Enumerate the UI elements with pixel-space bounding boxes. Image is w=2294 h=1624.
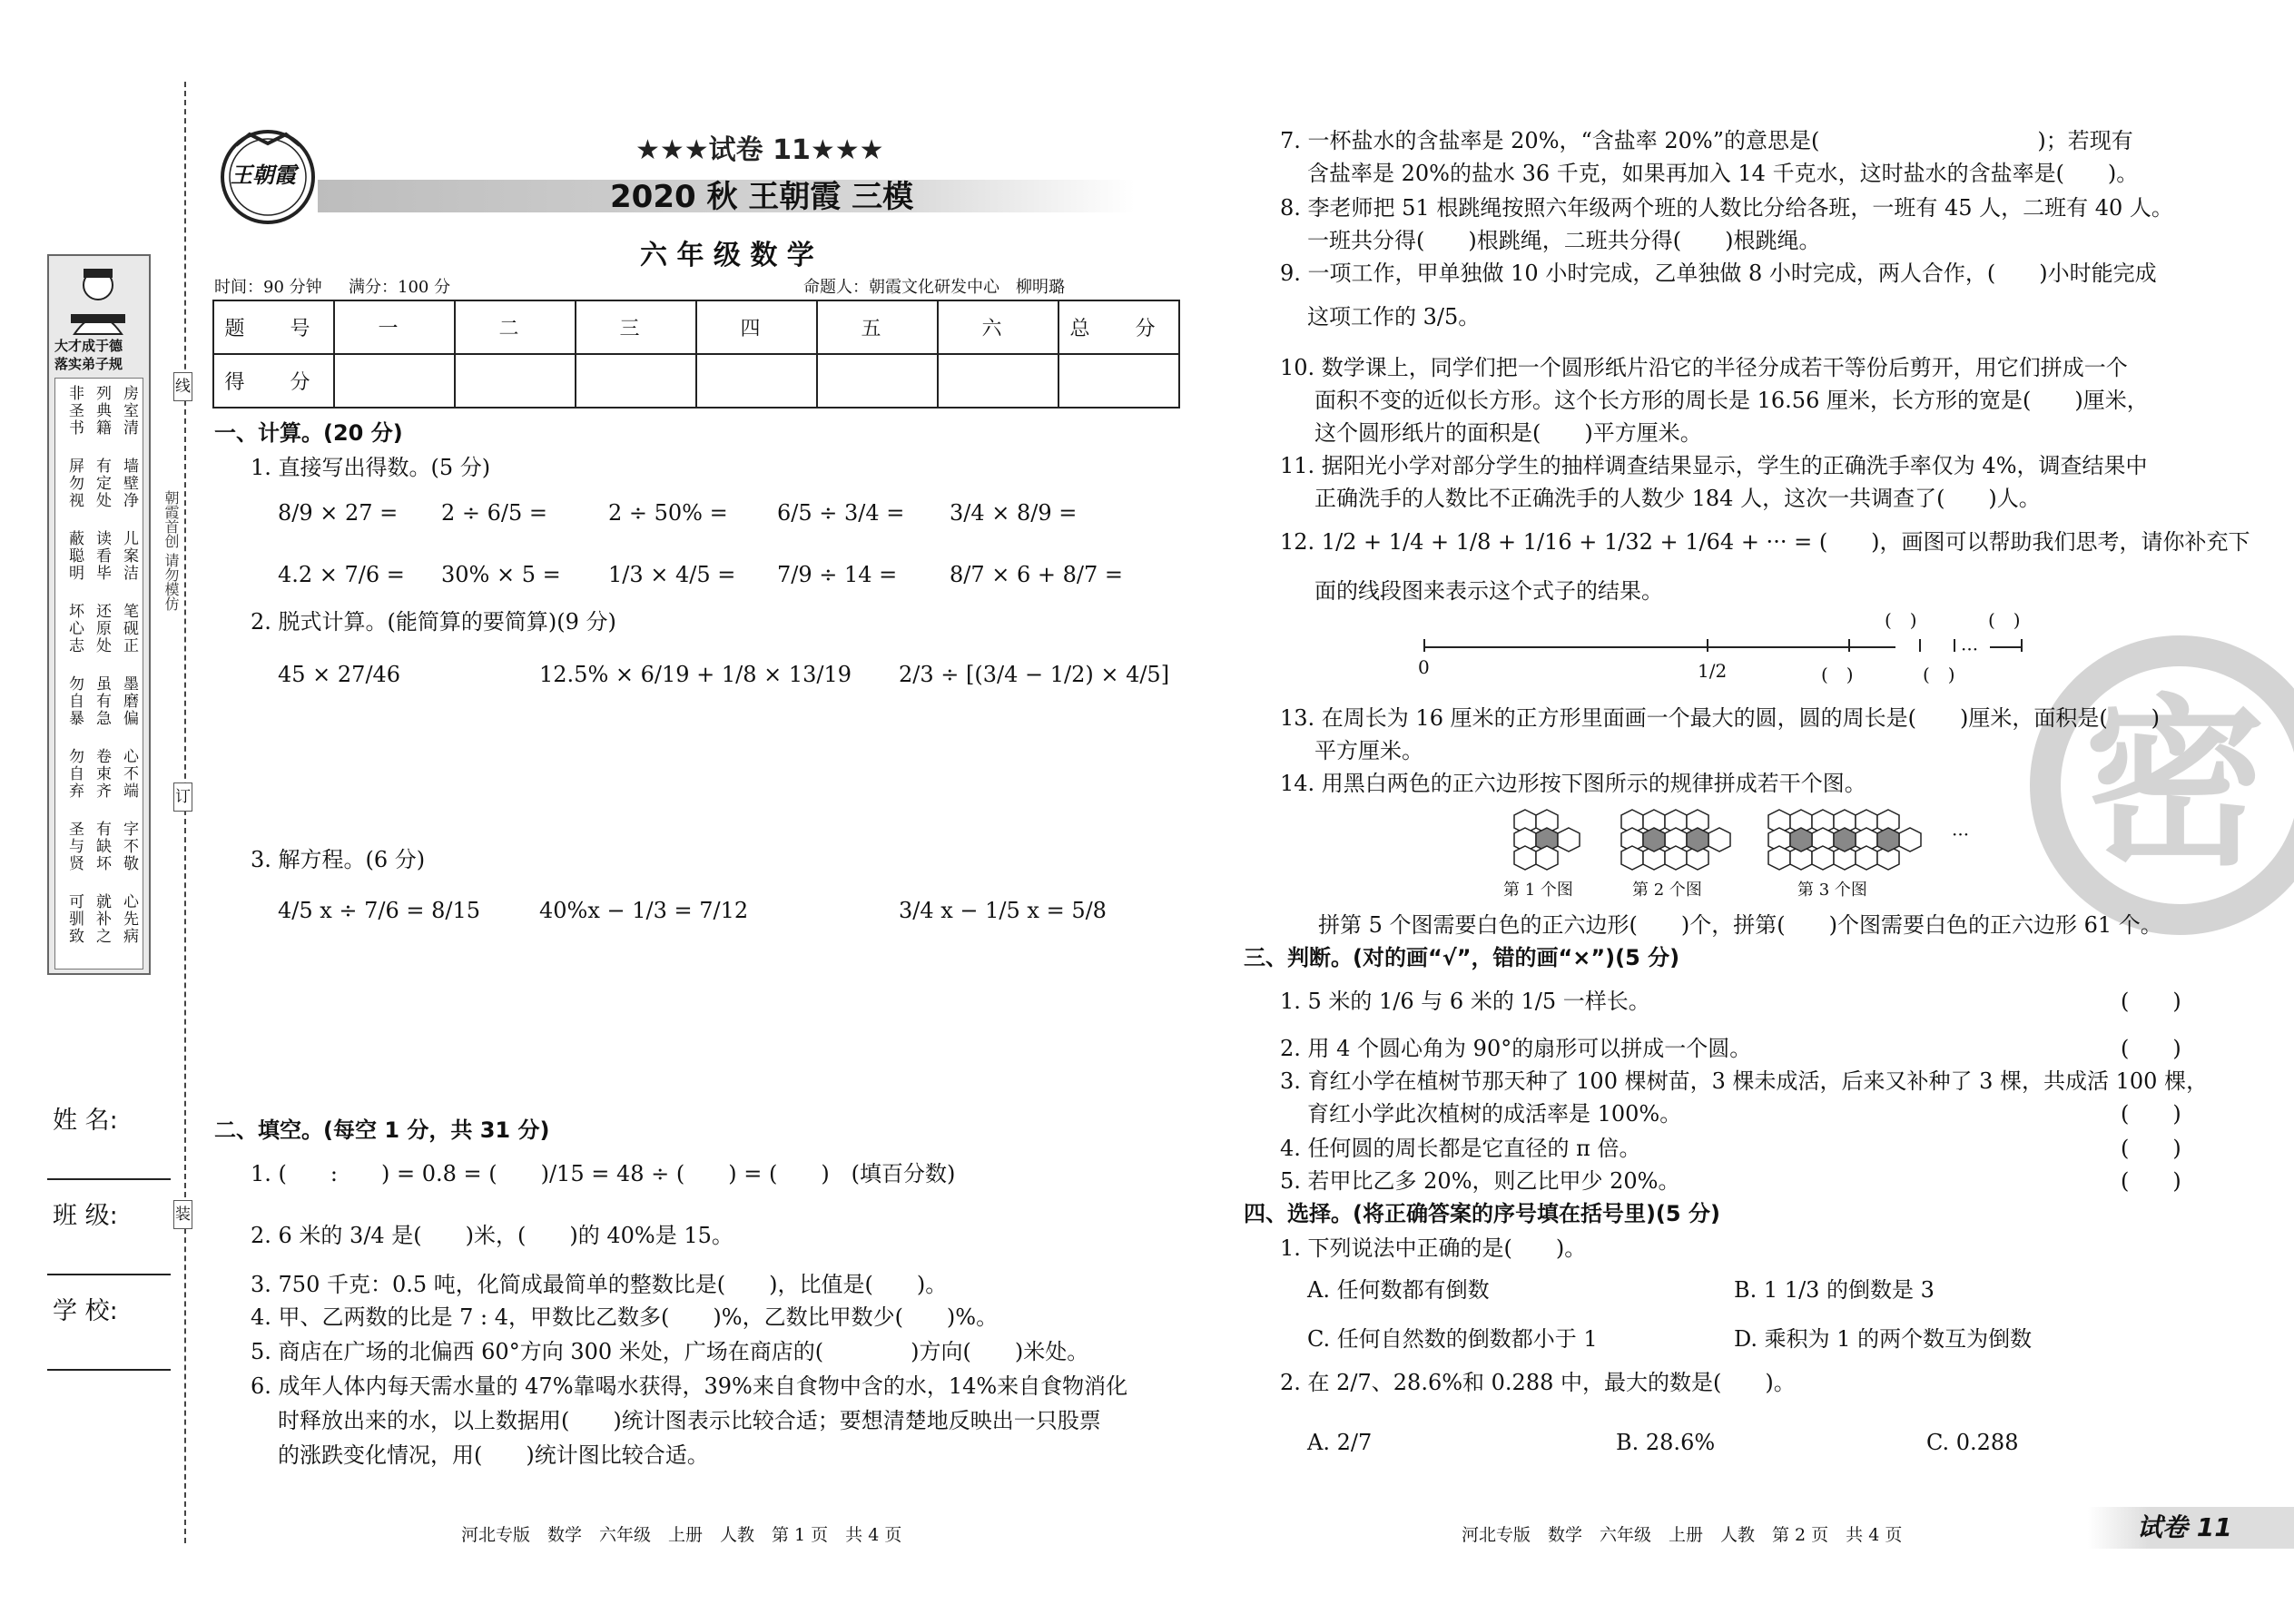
choice-q1: 1. 下列说法中正确的是( )。: [1280, 1235, 1587, 1261]
hexagon-pattern-2: [1614, 806, 1736, 882]
score-header: 总 分: [1058, 300, 1179, 354]
number-line: [1423, 646, 1895, 648]
vertical-note: 朝霞首创 请勿模仿: [162, 490, 180, 612]
school-field[interactable]: [47, 1369, 171, 1371]
score-cell[interactable]: [696, 354, 817, 408]
score-header: 一: [334, 300, 455, 354]
line-blank[interactable]: ( ): [1821, 664, 1854, 685]
calc-item: 8/7 × 6 + 8/7 =: [950, 562, 1123, 587]
stepwise-item: 45 × 27/46: [278, 662, 401, 687]
score-cell[interactable]: [1058, 354, 1179, 408]
fill-q13b: 平方厘米。: [1314, 738, 1423, 763]
motto-col: 有缺坏: [93, 821, 111, 872]
score-cell[interactable]: [455, 354, 576, 408]
class-field[interactable]: [47, 1274, 171, 1275]
motto-col: 虽有急: [93, 675, 111, 727]
motto-col: 就补之: [93, 893, 111, 945]
label-half: 1/2: [1698, 660, 1728, 682]
score-header: 二: [455, 300, 576, 354]
equation-item: 4/5 x ÷ 7/6 = 8/15: [278, 898, 481, 923]
judge-blank[interactable]: ( ): [2121, 1168, 2181, 1194]
judge-blank[interactable]: ( ): [2121, 989, 2181, 1014]
series-title: 2020 秋 王朝霞 三模: [610, 179, 914, 215]
footer-right: 河北专版 数学 六年级 上册 人教 第 2 页 共 4 页: [1462, 1525, 1903, 1545]
calc-item: 6/5 ÷ 3/4 =: [777, 500, 905, 526]
fill-q9a: 9. 一项工作，甲单独做 10 小时完成，乙单独做 8 小时完成，两人合作，( )小时能完成: [1280, 261, 2157, 286]
judge-item: 5. 若甲比乙多 20%，则乙比甲少 20%。: [1280, 1168, 1680, 1194]
paper-number: ★★★试卷 11★★★: [635, 134, 884, 166]
fill-q10c: 这个圆形纸片的面积是( )平方厘米。: [1314, 420, 1702, 446]
author: 命题人：朝霞文化研发中心 柳明璐: [803, 278, 1065, 297]
score-header: 五: [817, 300, 938, 354]
fill-q14b: 拼第 5 个图需要白色的正六边形( )个，拼第( )个图需要白色的正六边形 61 个。: [1318, 912, 2162, 938]
motto-col: 笔砚正: [120, 603, 138, 655]
fill-q6c: 的涨跌变化情况，用( )统计图比较合适。: [278, 1442, 709, 1468]
judge-item: 1. 5 米的 1/6 与 6 米的 1/5 一样长。: [1280, 989, 1650, 1014]
fill-q9b: 这项工作的 3/5。: [1307, 304, 1481, 330]
calc-item: 30% × 5 =: [441, 562, 561, 587]
choice-option[interactable]: C. 任何自然数的倒数都小于 1: [1307, 1326, 1598, 1352]
score-header: 三: [576, 300, 696, 354]
motto-panel: [47, 254, 151, 975]
fill-q1: 1. ( : ) = 0.8 = ( )/15 = 48 ÷ ( ) = ( ) (填百分数): [251, 1161, 956, 1186]
tick: [1423, 639, 1425, 652]
calc-item: 4.2 × 7/6 =: [278, 562, 405, 587]
motto-col: 有定处: [93, 458, 111, 509]
pattern-label: 第 1 个图: [1503, 881, 1573, 900]
score-cell[interactable]: [938, 354, 1058, 408]
motto-col: 屏勿视: [65, 458, 84, 509]
score-cell[interactable]: [817, 354, 938, 408]
fill-q11a: 11. 据阳光小学对部分学生的抽样调查结果显示，学生的正确洗手率仅为 4%，调查结果中: [1280, 453, 2148, 478]
judge-item: 2. 用 4 个圆心角为 90°的扇形可以拼成一个圆。: [1280, 1036, 1752, 1061]
fill-q6b: 时释放出来的水，以上数据用( )统计图表示比较合适；要想清楚地反映出一只股票: [278, 1408, 1101, 1433]
motto-col: 还原处: [93, 603, 111, 655]
line-blank[interactable]: ( ): [1923, 664, 1955, 685]
score-header: 四: [696, 300, 817, 354]
fill-q13a: 13. 在周长为 16 厘米的正方形里面画一个最大的圆，圆的周长是( )厘米，面积是( ): [1280, 705, 2161, 731]
part1-q2-title: 2. 脱式计算。(能简算的要简算)(9 分): [251, 609, 616, 635]
fill-q10b: 面积不变的近似长方形。这个长方形的周长是 16.56 厘米，长方形的宽是( )厘米，: [1314, 388, 2149, 413]
pattern-label: 第 3 个图: [1797, 881, 1867, 900]
school-label: 学 校:: [53, 1297, 118, 1325]
judge-item: 4. 任何圆的周长都是它直径的 π 倍。: [1280, 1136, 1641, 1161]
line-blank[interactable]: ( ): [1885, 609, 1917, 631]
part2-title: 二、填空。(每空 1 分，共 31 分): [214, 1117, 550, 1143]
judge-blank[interactable]: ( ): [2121, 1036, 2181, 1061]
score-cell[interactable]: [334, 354, 455, 408]
fill-q2: 2. 6 米的 3/4 是( )米，( )的 40%是 15。: [251, 1223, 733, 1248]
calc-item: 2 ÷ 6/5 =: [441, 500, 547, 526]
hexagon-pattern-1: [1507, 806, 1581, 882]
judge-item: 育红小学此次植树的成活率是 100%。: [1307, 1101, 1682, 1127]
score-header: 题 号: [213, 300, 334, 354]
footer-tag: 试卷 11: [2137, 1512, 2232, 1542]
score-header: 六: [938, 300, 1058, 354]
scholar-icon: [65, 263, 131, 336]
full-score: 满分：100 分: [349, 278, 451, 297]
judge-blank[interactable]: ( ): [2121, 1136, 2181, 1161]
part1-q3-title: 3. 解方程。(6 分): [251, 847, 426, 872]
calc-item: 1/3 × 4/5 =: [608, 562, 736, 587]
motto-col: 心先病: [120, 893, 138, 945]
tick: [1848, 639, 1850, 652]
score-table: [212, 300, 1180, 408]
tick: [1919, 639, 1921, 652]
part4-title: 四、选择。(将正确答案的序号填在括号里)(5 分): [1244, 1201, 1720, 1226]
fill-q14: 14. 用黑白两色的正六边形按下图所示的规律拼成若干个图。: [1280, 771, 1866, 796]
score-cell[interactable]: [576, 354, 696, 408]
logo-text: 王朝霞: [231, 162, 296, 188]
calc-item: 3/4 × 8/9 =: [950, 500, 1078, 526]
name-label: 姓 名:: [53, 1107, 118, 1135]
part1-title: 一、计算。(20 分): [214, 420, 403, 446]
fill-q4: 4. 甲、乙两数的比是 7 : 4，甲数比乙数多( )%，乙数比甲数少( )%。: [251, 1304, 999, 1330]
line-blank[interactable]: ( ): [1988, 609, 2021, 631]
cut-mark-mid: 订: [173, 782, 192, 812]
choice-option[interactable]: A. 任何数都有倒数: [1307, 1277, 1490, 1303]
tick: [2021, 639, 2023, 652]
motto-col: 可驯致: [65, 893, 84, 945]
cut-mark-bottom: 装: [173, 1200, 192, 1229]
logo: [218, 127, 318, 227]
fill-q11b: 正确洗手的人数比不正确洗手的人数少 184 人，这次一共调查了( )人。: [1314, 486, 2041, 511]
line-dots: ···: [1961, 638, 1979, 660]
judge-blank[interactable]: ( ): [2121, 1101, 2181, 1127]
judge-item: 3. 育红小学在植树节那天种了 100 棵树苗，3 棵未成活，后来又补种了 3 棵，共成活 100 棵，: [1280, 1068, 2209, 1094]
cut-line: [184, 82, 186, 1543]
calc-item: 7/9 ÷ 14 =: [777, 562, 898, 587]
calc-item: 8/9 × 27 =: [278, 500, 399, 526]
choice-option[interactable]: A. 2/7: [1307, 1430, 1373, 1455]
choice-option[interactable]: B. 28.6%: [1616, 1430, 1716, 1455]
stepwise-item: 2/3 ÷ [(3/4 − 1/2) × 4/5]: [899, 662, 1170, 687]
fill-q8a: 8. 李老师把 51 根跳绳按照六年级两个班的人数比分给各班，一班有 45 人，二班有 40 人。: [1280, 195, 2173, 221]
motto-col: 坏心志: [65, 603, 84, 655]
tick: [1954, 639, 1955, 652]
equation-item: 40%x − 1/3 = 7/12: [539, 898, 749, 923]
number-line-tail: [1990, 646, 2021, 648]
banner-top: 大才成于德: [54, 338, 123, 354]
motto-col: 儿案洁: [120, 530, 138, 582]
seal-char: 密: [2084, 679, 2267, 891]
fill-q7b: 含盐率是 20%的盐水 36 千克，如果再加入 14 千克水，这时盐水的含盐率是( )。: [1307, 161, 2139, 186]
stepwise-item: 12.5% × 6/19 + 1/8 × 13/19: [539, 662, 852, 687]
motto-col: 非圣书: [65, 385, 84, 437]
motto-col: 蔽聪明: [65, 530, 84, 582]
exam-time: 时间：90 分钟: [214, 278, 322, 297]
cut-mark-top: 线: [173, 372, 192, 401]
choice-option[interactable]: B. 1 1/3 的倒数是 3: [1734, 1277, 1935, 1303]
motto-col: 勿自暴: [65, 675, 84, 727]
motto-col: 圣与贤: [65, 821, 84, 872]
motto-col: 字不敬: [120, 821, 138, 872]
subject-title: 六 年 级 数 学: [640, 240, 814, 271]
motto-col: 勿自弃: [65, 748, 84, 800]
equation-item: 3/4 x − 1/5 x = 5/8: [899, 898, 1107, 923]
motto-col: 列典籍: [93, 385, 111, 437]
motto-col: 卷束齐: [93, 748, 111, 800]
class-label: 班 级:: [53, 1202, 118, 1230]
fill-q12b: 面的线段图来表示这个式子的结果。: [1314, 578, 1663, 604]
fill-q7a: 7. 一杯盐水的含盐率是 20%，“含盐率 20%”的意思是( )；若现有: [1280, 128, 2133, 153]
choice-option[interactable]: C. 0.288: [1926, 1430, 2019, 1455]
motto-col: 读看毕: [93, 530, 111, 582]
tick: [1707, 639, 1708, 652]
pattern-dots: ···: [1952, 823, 1970, 845]
motto-col: 墙壁净: [120, 458, 138, 509]
calc-item: 2 ÷ 50% =: [608, 500, 728, 526]
fill-q12a: 12. 1/2 + 1/4 + 1/8 + 1/16 + 1/32 + 1/64 + ··· = ( )，画图可以帮助我们思考，请你补充下: [1280, 529, 2250, 555]
part3-title: 三、判断。(对的画“√”，错的画“×”)(5 分): [1244, 945, 1680, 970]
name-field[interactable]: [47, 1178, 171, 1180]
part1-q1-title: 1. 直接写出得数。(5 分): [251, 455, 491, 480]
motto-col: 心不端: [120, 748, 138, 800]
motto-col: 墨磨偏: [120, 675, 138, 727]
fill-q3: 3. 750 千克：0.5 吨，化简成最简单的整数比是( )，比值是( )。: [251, 1272, 948, 1297]
choice-option[interactable]: D. 乘积为 1 的两个数互为倒数: [1734, 1326, 2033, 1352]
hexagon-pattern-3: [1761, 806, 1925, 882]
score-row-label: 得 分: [213, 354, 334, 408]
fill-q5: 5. 商店在广场的北偏西 60°方向 300 米处，广场在商店的( )方向( )米处。: [251, 1339, 1089, 1364]
choice-q2: 2. 在 2/7、28.6%和 0.288 中，最大的数是( )。: [1280, 1370, 1796, 1395]
label-zero: 0: [1418, 656, 1430, 678]
motto-col: 房室清: [120, 385, 138, 437]
fill-q8b: 一班共分得( )根跳绳，二班共分得( )根跳绳。: [1307, 228, 1821, 253]
fill-q10a: 10. 数学课上，同学们把一个圆形纸片沿它的半径分成若干等份后剪开，用它们拼成一个: [1280, 355, 2128, 380]
banner-bottom: 落实弟子规: [54, 356, 123, 372]
fill-q6a: 6. 成年人体内每天需水量的 47%靠喝水获得，39%来自食物中含的水，14%来自食物消化: [251, 1373, 1128, 1399]
footer-left: 河北专版 数学 六年级 上册 人教 第 1 页 共 4 页: [461, 1525, 902, 1545]
pattern-label: 第 2 个图: [1632, 881, 1702, 900]
